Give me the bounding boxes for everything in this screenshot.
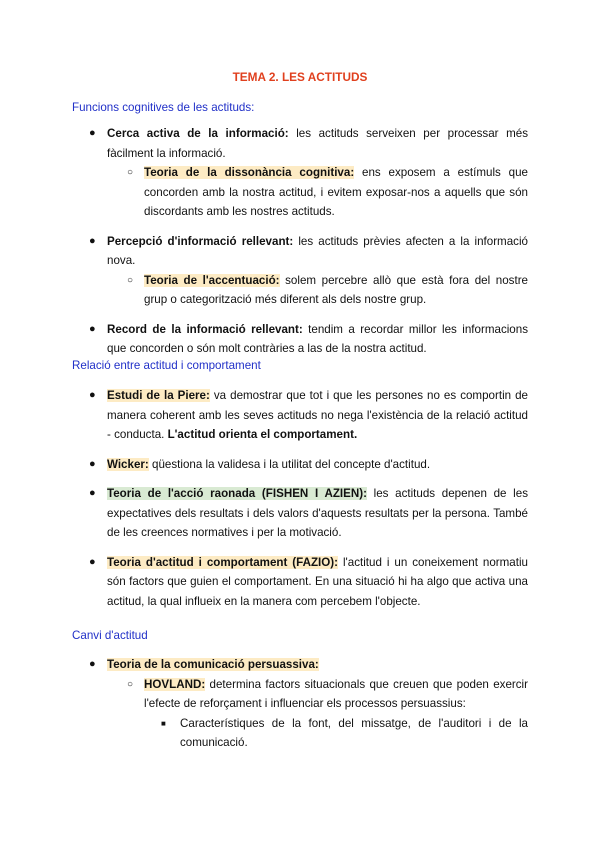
item-term: Teoria d'actitud i comportament (FAZIO):	[107, 555, 339, 569]
section-heading-funcions: Funcions cognitives de les actituds:	[72, 101, 255, 114]
list-item	[72, 232, 528, 271]
list-item	[72, 271, 528, 310]
bullet-icon: ●	[89, 457, 96, 470]
bullet-icon: ●	[89, 127, 96, 139]
list-item	[72, 124, 528, 163]
list-item	[72, 386, 528, 445]
item-term: Wicker:	[107, 457, 149, 471]
item-term: HOVLAND:	[144, 677, 206, 691]
item-text: les actituds depenen de les expectatives dels resultats i dels valors d'aquests resultats per la persona. També de les creences normatives i per la motivació.	[107, 487, 528, 539]
item-text: l'actitud i un coneixement normatiu són factors que guien el comportament. En una situació hi ha algo que activa una actitud, la qual influeix en la manera com percebem l'objecte.	[107, 555, 528, 608]
item-text: tendim a recordar millor les informacions que concorden o són molt contràries a las de la nostra actitud.	[107, 322, 529, 355]
bullet-icon: ●	[89, 487, 96, 499]
section-canvi-list	[72, 655, 528, 753]
section-heading-relacio: Relació entre actitud i comportament	[72, 359, 261, 372]
bullet-icon: ●	[89, 555, 96, 568]
section-relacio-list	[72, 386, 528, 611]
item-term: Percepció d'informació rellevant:	[107, 234, 294, 248]
square-bullet-icon: ■	[161, 718, 166, 728]
list-item	[72, 163, 528, 222]
item-text: solem percebre allò que està fora del nostre grup o categorització més diferent als dels nostre grup.	[144, 273, 528, 306]
item-text: les actituds serveixen per processar més fàcilment la informació.	[107, 127, 528, 160]
bullet-icon: ●	[89, 658, 96, 670]
item-term: Teoria de la dissonància cognitiva:	[144, 166, 355, 179]
hollow-bullet-icon: ○	[127, 274, 134, 286]
section-heading-canvi: Canvi d'actitud	[72, 629, 148, 642]
hollow-bullet-icon: ○	[127, 678, 134, 690]
item-text: qüestiona la validesa i la utilitat del concepte d'actitud.	[148, 457, 431, 471]
bullet-icon: ●	[89, 389, 96, 401]
item-term: Teoria de la comunicació persuassiva:	[107, 658, 319, 671]
item-term: Teoria de l'accentuació:	[144, 273, 280, 287]
item-text: ens exposem a estímuls que concorden amb la nostra actitud, i evitem exposar-nos a aquells que són discordants amb les nostres actituds.	[144, 166, 528, 218]
item-text: Característiques de la font, del missatge, de l'auditori i de la comunicació.	[180, 716, 528, 749]
document-title: TEMA 2. LES ACTITUDS	[232, 70, 368, 84]
list-item	[72, 714, 528, 753]
bullet-icon: ●	[89, 234, 96, 247]
list-item	[72, 484, 528, 543]
bullet-icon: ●	[89, 322, 96, 335]
list-item	[72, 655, 528, 675]
item-term: Estudi de la Piere:	[107, 389, 210, 402]
item-term: Cerca activa de la informació:	[107, 127, 289, 140]
item-bold-tail: L'actitud orienta el comportament.	[167, 428, 358, 441]
item-term: Record de la informació rellevant:	[107, 322, 303, 336]
list-item	[72, 320, 528, 359]
item-text: determina factors situacionals que creuen que poden exercir l'efecte de reforçament i influenciar els processos persuassius:	[144, 677, 528, 710]
hollow-bullet-icon: ○	[127, 167, 134, 178]
item-text: les actituds prèvies afecten a la informació nova.	[107, 234, 528, 267]
item-text: va demostrar que tot i que les persones no es comportin de manera coherent amb les seves actituds no nega l'existència de la relació actitud - conducta.	[107, 389, 528, 441]
list-item	[72, 675, 528, 714]
section-funcions-list	[72, 124, 528, 359]
item-term: Teoria de l'acció raonada (FISHEN I AZIEN):	[107, 487, 367, 500]
list-item	[72, 455, 528, 475]
list-item	[72, 553, 528, 612]
